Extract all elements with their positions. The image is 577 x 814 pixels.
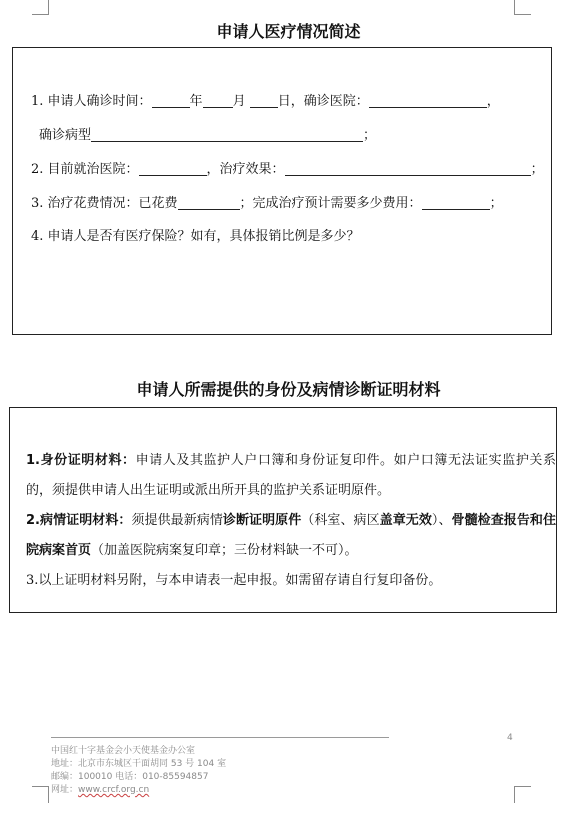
question-4-line	[31, 229, 360, 245]
stamp-invalid-emphasis: 盖章无效	[379, 513, 432, 528]
identity-documents-text: 申请人及其监护人户口簿和身份证复印件。如户口簿无法证实监护关系的，须提供申请人出生证明或派出所开具的监护关系证明原件。	[26, 453, 556, 498]
submission-note-item: 3.以上证明材料另附，与本申请表一起申报。如需留存请自行复印备份。	[26, 573, 442, 588]
medical-documents-item	[26, 506, 556, 566]
day-field[interactable]	[250, 93, 278, 108]
footer-address: 地址：北京市东城区干面胡同 53 号 104 室	[51, 759, 227, 769]
q2-end: ；	[530, 162, 544, 177]
q1-type-label: 确诊病型	[39, 128, 92, 143]
diagnosis-type-field[interactable]	[91, 127, 363, 142]
footer-divider	[51, 737, 389, 738]
bone-marrow-report-emphasis: 骨髓检查报告和住院病案首页	[26, 513, 556, 558]
crop-mark-top-left	[32, 0, 49, 15]
footer-website-link[interactable]: www.crcf.org.cn	[78, 785, 150, 795]
q2-mid: ，治疗效果：	[206, 162, 285, 177]
question-3-line	[31, 195, 503, 212]
question-1-line	[31, 93, 500, 110]
q1-end: ，	[486, 94, 500, 109]
documents-paragraph	[26, 446, 556, 596]
section-title-medical-summary: 申请人医疗情况简述	[216, 22, 361, 41]
footer-postcode-phone: 邮编：100010 电话：010-85594857	[51, 772, 209, 782]
footer-website-line	[51, 784, 149, 796]
q1-label: 1. 申请人确诊时间：	[31, 94, 152, 109]
crop-mark-bottom-right	[514, 786, 531, 803]
footer-website-label: 网址：	[51, 785, 79, 795]
required-documents-box	[9, 407, 557, 613]
crop-mark-top-right	[514, 0, 531, 15]
medical-documents-text-b: （科室、病区	[301, 513, 380, 528]
year-field[interactable]	[152, 93, 190, 108]
q3-label: 3. 治疗花费情况：已花费	[31, 196, 178, 211]
identity-documents-item	[26, 446, 556, 506]
q1-month-label: 月	[232, 94, 246, 109]
spent-cost-field[interactable]	[178, 195, 240, 210]
question-1-type-line	[39, 127, 376, 144]
expected-cost-field[interactable]	[422, 195, 490, 210]
q1-day-label: 日，确诊医院：	[277, 94, 369, 109]
month-field[interactable]	[203, 93, 233, 108]
q4-label: 4. 申请人是否有医疗保险？如有，具体报销比例是多少？	[31, 229, 360, 244]
page-number: 4	[507, 733, 513, 743]
q1-type-end: ；	[363, 128, 377, 143]
medical-documents-text-a: 须提供最新病情	[131, 513, 223, 528]
treatment-effect-field[interactable]	[285, 161, 531, 176]
q1-year-label: 年	[189, 94, 203, 109]
q3-end: ；	[489, 196, 503, 211]
footer-org: 中国红十字基金会小天使基金办公室	[51, 746, 196, 756]
medical-documents-text-d: （加盖医院病案复印章；三份材料缺一不可）。	[91, 543, 358, 558]
section-title-required-documents: 申请人所需提供的身份及病情诊断证明材料	[136, 380, 441, 399]
medical-documents-heading: 2.病情证明材料：	[26, 513, 132, 528]
q2-label: 2. 目前就治医院：	[31, 162, 139, 177]
identity-documents-heading: 1.身份证明材料：	[26, 453, 136, 468]
diagnosis-original-emphasis: 诊断证明原件	[222, 513, 302, 528]
q3-mid: ；完成治疗预计需要多少费用：	[239, 196, 422, 211]
current-hospital-field[interactable]	[139, 161, 207, 176]
diagnosis-hospital-field[interactable]	[369, 93, 487, 108]
medical-summary-box	[12, 47, 552, 335]
medical-documents-text-c: ）、	[431, 513, 452, 528]
question-2-line	[31, 161, 544, 178]
crop-mark-bottom-left	[32, 786, 49, 803]
